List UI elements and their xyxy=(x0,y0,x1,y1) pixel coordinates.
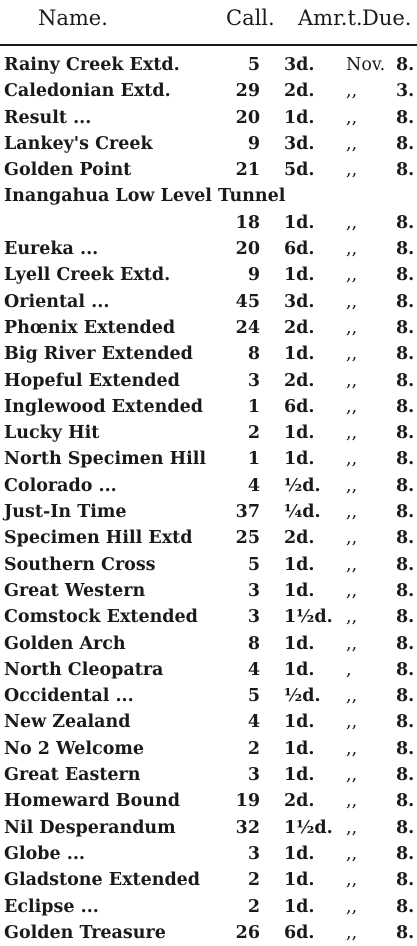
company-name: Eureka ... xyxy=(4,239,99,260)
company-name: Lucky Hit xyxy=(4,423,100,444)
table-row xyxy=(0,894,417,920)
company-name: Big River Extended xyxy=(4,344,193,365)
due-day: 8. xyxy=(396,686,415,707)
call-number: 19 xyxy=(235,791,260,812)
table-header xyxy=(0,0,417,46)
due-month: ,, xyxy=(346,107,358,128)
call-number: 20 xyxy=(235,107,260,128)
company-name: North Cleopatra xyxy=(4,659,164,680)
table-row xyxy=(0,262,417,288)
header-name: Name. xyxy=(38,6,108,30)
amount: 1d. xyxy=(284,765,315,786)
due-day: 8. xyxy=(396,212,415,233)
company-name: Result ... xyxy=(4,107,92,128)
amount: 3d. xyxy=(284,133,315,154)
company-name: Globe ... xyxy=(4,843,86,864)
call-number: 3 xyxy=(247,580,260,601)
table-row xyxy=(0,762,417,788)
due-month: ,, xyxy=(346,396,358,417)
due-month: ,, xyxy=(346,633,358,654)
table-row xyxy=(0,105,417,131)
call-number: 29 xyxy=(235,81,260,102)
amount: 1d. xyxy=(284,896,315,917)
amount: 1d. xyxy=(284,554,315,575)
table-row xyxy=(0,78,417,104)
table-row xyxy=(0,657,417,683)
amount: 3d. xyxy=(284,55,315,75)
call-number: 5 xyxy=(247,686,260,707)
due-day: 8. xyxy=(396,160,415,181)
company-name: Gladstone Extended xyxy=(4,870,201,891)
call-number: 4 xyxy=(247,659,260,680)
company-name: North Specimen Hill xyxy=(4,449,207,470)
due-day: 8. xyxy=(396,580,415,601)
table-row xyxy=(0,841,417,867)
call-number: 3 xyxy=(247,607,260,628)
due-month: ,, xyxy=(346,817,358,838)
call-number: 2 xyxy=(247,423,260,444)
company-name: Colorado ... xyxy=(4,475,117,496)
due-day: 8. xyxy=(396,765,415,786)
call-number: 8 xyxy=(247,633,260,654)
due-day: 8. xyxy=(396,239,415,260)
due-day: 8. xyxy=(396,922,415,943)
company-name: Rainy Creek Extd. xyxy=(4,55,180,75)
due-month: ,, xyxy=(346,528,358,549)
due-month: ,, xyxy=(346,239,358,260)
amount: 1d. xyxy=(284,212,315,233)
company-name: Specimen Hill Extd xyxy=(4,528,193,549)
due-month: ,, xyxy=(346,160,358,181)
due-day: 8. xyxy=(396,607,415,628)
due-day: 8. xyxy=(396,291,415,312)
due-month: ,, xyxy=(346,922,358,943)
company-name: Golden Point xyxy=(4,160,132,181)
table-row xyxy=(0,525,417,551)
call-number: 4 xyxy=(247,475,260,496)
due-month: ,, xyxy=(346,133,358,154)
amount: ¼d. xyxy=(284,502,321,523)
due-month: ,, xyxy=(346,291,358,312)
due-month: ,, xyxy=(346,686,358,707)
company-name: Caledonian Extd. xyxy=(4,81,171,102)
call-number: 4 xyxy=(247,712,260,733)
amount: 2d. xyxy=(284,528,315,549)
amount: 6d. xyxy=(284,239,315,260)
amount: 1d. xyxy=(284,870,315,891)
company-name: Great Western xyxy=(4,580,146,601)
amount: 5d. xyxy=(284,160,315,181)
due-day: 8. xyxy=(396,502,415,523)
call-number: 25 xyxy=(235,528,260,549)
table-row xyxy=(0,52,417,78)
table-row xyxy=(0,394,417,420)
table-row xyxy=(0,867,417,893)
due-day: 8. xyxy=(396,423,415,444)
amount: 1d. xyxy=(284,633,315,654)
header-amount: Amr.t. xyxy=(298,6,363,30)
table-row xyxy=(0,446,417,472)
call-number: 20 xyxy=(235,239,260,260)
due-day: 8. xyxy=(396,475,415,496)
table-row xyxy=(0,788,417,814)
due-month: ,, xyxy=(346,870,358,891)
table-row xyxy=(0,368,417,394)
table-row xyxy=(0,920,417,946)
amount: 1d. xyxy=(284,738,315,759)
due-day: 8. xyxy=(396,817,415,838)
due-day: 8. xyxy=(396,843,415,864)
amount: 2d. xyxy=(284,370,315,391)
amount: 1d. xyxy=(284,712,315,733)
call-number: 1 xyxy=(247,396,260,417)
company-name: Golden Treasure xyxy=(4,922,166,943)
company-name: Occidental ... xyxy=(4,686,134,707)
company-name: Inglewood Extended xyxy=(4,396,203,417)
table-row xyxy=(0,131,417,157)
due-month: ,, xyxy=(346,81,358,102)
table-row xyxy=(0,604,417,630)
company-name: Lyell Creek Extd. xyxy=(4,265,171,286)
amount: 1d. xyxy=(284,580,315,601)
table-row xyxy=(0,683,417,709)
amount: 1d. xyxy=(284,423,315,444)
table-row xyxy=(0,289,417,315)
company-name: Nil Desperandum xyxy=(4,817,176,838)
call-number: 5 xyxy=(247,554,260,575)
due-month: , xyxy=(346,659,352,680)
table-row xyxy=(0,552,417,578)
company-name: Great Eastern xyxy=(4,765,141,786)
due-day: 3. xyxy=(396,81,415,102)
call-number: 8 xyxy=(247,344,260,365)
company-name: No 2 Welcome xyxy=(4,738,145,759)
due-month: ,, xyxy=(346,449,358,470)
company-name: Hopeful Extended xyxy=(4,370,180,391)
call-number: 9 xyxy=(247,133,260,154)
call-number: 18 xyxy=(235,212,260,233)
due-day: 8. xyxy=(396,528,415,549)
due-day: 8. xyxy=(396,870,415,891)
call-number: 2 xyxy=(247,896,260,917)
due-day: 8. xyxy=(396,344,415,365)
due-month: ,, xyxy=(346,791,358,812)
company-name: Southern Cross xyxy=(4,554,156,575)
due-day: 8. xyxy=(396,633,415,654)
amount: 1d. xyxy=(284,344,315,365)
call-number: 5 xyxy=(247,55,260,75)
call-number: 37 xyxy=(235,502,260,523)
call-number: 3 xyxy=(247,370,260,391)
company-name: Just-In Time xyxy=(4,502,127,523)
due-day: 8. xyxy=(396,712,415,733)
call-number: 9 xyxy=(247,265,260,286)
table-row xyxy=(0,420,417,446)
company-name: New Zealand xyxy=(4,712,131,733)
table-row xyxy=(0,499,417,525)
call-number: 2 xyxy=(247,738,260,759)
call-number: 2 xyxy=(247,870,260,891)
due-month: ,, xyxy=(346,212,358,233)
amount: ½d. xyxy=(284,475,321,496)
company-name: Lankey's Creek xyxy=(4,133,153,154)
due-month: ,, xyxy=(346,580,358,601)
amount: 1d. xyxy=(284,659,315,680)
company-name: Homeward Bound xyxy=(4,791,180,812)
company-name: Oriental ... xyxy=(4,291,110,312)
table-row xyxy=(0,157,417,183)
due-month: ,, xyxy=(346,370,358,391)
due-day: 8. xyxy=(396,554,415,575)
due-day: 8. xyxy=(396,896,415,917)
call-number: 1 xyxy=(247,449,260,470)
table-row xyxy=(0,210,417,236)
table-row xyxy=(0,736,417,762)
table-row xyxy=(0,473,417,499)
company-name: Golden Arch xyxy=(4,633,126,654)
call-number: 21 xyxy=(235,160,260,181)
due-month: ,, xyxy=(346,738,358,759)
amount: ½d. xyxy=(284,686,321,707)
due-month: ,, xyxy=(346,607,358,628)
call-number: 26 xyxy=(235,922,260,943)
company-name: Eclipse ... xyxy=(4,896,99,917)
due-day: 8. xyxy=(396,738,415,759)
call-number: 3 xyxy=(247,765,260,786)
due-day: 8. xyxy=(396,659,415,680)
amount: 1½d. xyxy=(284,817,333,838)
company-name: Comstock Extended xyxy=(4,607,198,628)
due-month: ,, xyxy=(346,554,358,575)
amount: 1d. xyxy=(284,843,315,864)
due-day: 8. xyxy=(396,396,415,417)
due-day: 8. xyxy=(396,370,415,391)
company-name: Inangahua Low Level Tunnel xyxy=(4,186,286,207)
due-day: 8. xyxy=(396,449,415,470)
amount: 1d. xyxy=(284,449,315,470)
due-day: 8. xyxy=(396,317,415,338)
due-day: 8. xyxy=(396,791,415,812)
due-month: ,, xyxy=(346,475,358,496)
due-month: ,, xyxy=(346,502,358,523)
due-day: 8. xyxy=(396,133,415,154)
due-month: ,, xyxy=(346,896,358,917)
table-row xyxy=(0,578,417,604)
call-number: 24 xyxy=(235,317,260,338)
due-month: ,, xyxy=(346,344,358,365)
amount: 6d. xyxy=(284,396,315,417)
amount: 1d. xyxy=(284,107,315,128)
amount: 1½d. xyxy=(284,607,333,628)
company-name: Phœnix Extended xyxy=(4,317,176,338)
table-body xyxy=(0,52,417,946)
amount: 2d. xyxy=(284,317,315,338)
table-row xyxy=(0,183,417,209)
due-month: ,, xyxy=(346,317,358,338)
due-month: ,, xyxy=(346,265,358,286)
table-row xyxy=(0,341,417,367)
amount: 2d. xyxy=(284,81,315,102)
header-due: Due. xyxy=(362,6,412,30)
call-number: 32 xyxy=(235,817,260,838)
table-row xyxy=(0,236,417,262)
table-row xyxy=(0,631,417,657)
amount: 3d. xyxy=(284,291,315,312)
call-number: 45 xyxy=(235,291,260,312)
call-number: 3 xyxy=(247,843,260,864)
amount: 1d. xyxy=(284,265,315,286)
due-month: ,, xyxy=(346,765,358,786)
due-day: 8. xyxy=(396,265,415,286)
due-day: 8. xyxy=(396,107,415,128)
table-row xyxy=(0,315,417,341)
table-row xyxy=(0,709,417,735)
due-month: ,, xyxy=(346,843,358,864)
amount: 6d. xyxy=(284,922,315,943)
table-row xyxy=(0,815,417,841)
due-month: ,, xyxy=(346,712,358,733)
amount: 2d. xyxy=(284,791,315,812)
due-month: ,, xyxy=(346,423,358,444)
due-day: 8. xyxy=(396,55,415,75)
header-call: Call. xyxy=(226,6,275,30)
due-month: Nov. xyxy=(346,55,386,75)
